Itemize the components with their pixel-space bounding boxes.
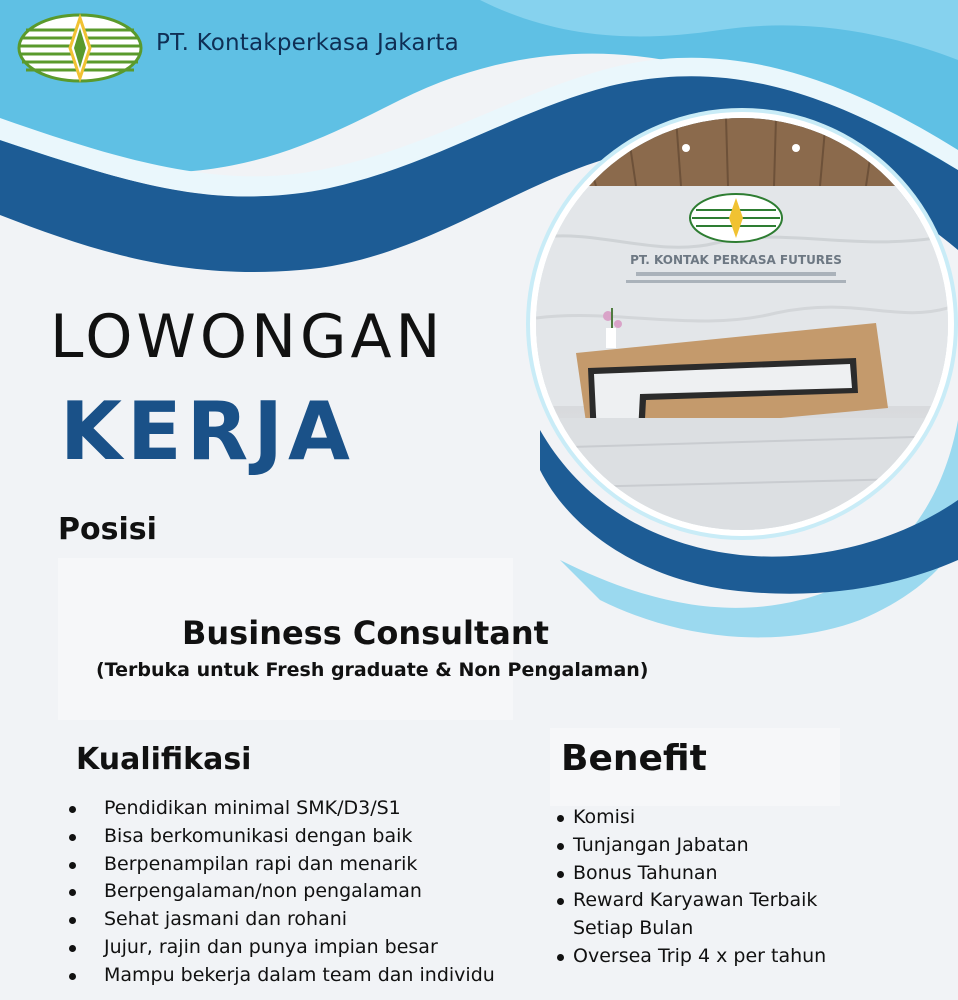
list-item: Berpengalaman/non pengalaman	[68, 878, 495, 906]
benefits-list	[556, 804, 826, 971]
position-note: (Terbuka untuk Fresh graduate & Non Pengalaman)	[96, 659, 649, 681]
list-item: Tunjangan Jabatan	[556, 832, 826, 860]
list-item: Mampu bekerja dalam team dan individu	[68, 962, 495, 990]
company-name: PT. Kontakperkasa Jakarta	[156, 30, 459, 56]
benefits-title: Benefit	[561, 738, 707, 779]
list-item: Bonus Tahunan	[556, 860, 826, 888]
list-item: Sehat jasmani dan rohani	[68, 906, 495, 934]
list-item-continuation: Setiap Bulan	[573, 917, 694, 940]
position-label: Posisi	[58, 512, 157, 547]
list-item: Reward Karyawan Terbaik	[556, 887, 826, 915]
list-item: Oversea Trip 4 x per tahun	[556, 943, 826, 971]
list-item: Berpenampilan rapi dan menarik	[68, 851, 495, 879]
office-reception-photo	[536, 118, 948, 530]
list-item: Jujur, rajin dan punya impian besar	[68, 934, 495, 962]
kontakperkasa-logo-icon	[16, 12, 144, 84]
hero-title-lowongan: LOWONGAN	[50, 302, 445, 372]
qualifications-title: Kualifikasi	[76, 742, 252, 777]
list-item: Pendidikan minimal SMK/D3/S1	[68, 795, 495, 823]
wall-sign-text: PT. KONTAK PERKASA FUTURES	[630, 253, 842, 267]
list-item: Bisa berkomunikasi dengan baik	[68, 823, 495, 851]
list-item: Komisi	[556, 804, 826, 832]
qualifications-list	[68, 795, 495, 990]
position-title: Business Consultant	[182, 614, 549, 652]
hero-title-kerja: KERJA	[60, 385, 355, 478]
